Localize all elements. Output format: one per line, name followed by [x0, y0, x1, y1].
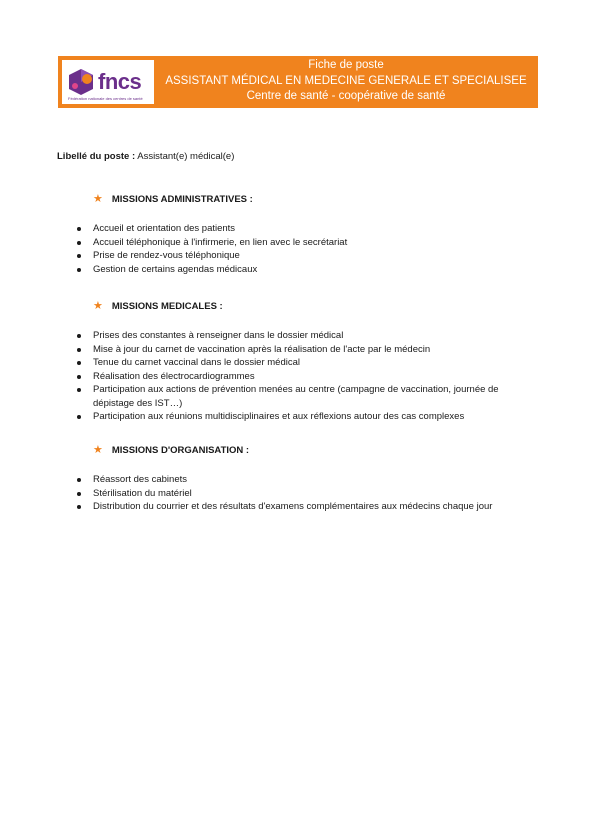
list-item: Réassort des cabinets — [57, 473, 537, 487]
section-title-text: MISSIONS D'ORGANISATION : — [111, 445, 250, 456]
list-item: Mise à jour du carnet de vaccination après la réalisation de l'acte par le médecin — [57, 343, 537, 357]
star-icon: ★ — [93, 444, 103, 456]
header-banner — [58, 56, 538, 108]
mission-list — [57, 473, 537, 514]
fncs-logo — [62, 60, 154, 104]
list-item: Accueil téléphonique à l'infirmerie, en lien avec le secrétariat — [57, 236, 537, 250]
list-item: Tenue du carnet vaccinal dans le dossier médical — [57, 356, 537, 370]
list-item: Prise de rendez-vous téléphonique — [57, 249, 537, 263]
section-title — [93, 301, 537, 312]
section-title-text: MISSIONS ADMINISTRATIVES : — [111, 194, 253, 205]
section-title — [93, 445, 537, 456]
star-icon: ★ — [93, 193, 103, 205]
list-item: Distribution du courrier et des résultats d'examens complémentaires aux médecins chaque jour — [57, 500, 537, 514]
logo-wordmark: fncs — [98, 69, 142, 94]
list-item: Participation aux réunions multidisciplinaires et aux réflexions autour des cas complexes — [57, 410, 537, 424]
list-item: Participation aux actions de prévention menées au centre (campagne de vaccination, journée de dépistage des IST…) — [57, 383, 537, 410]
banner-text — [158, 58, 534, 105]
section-administrative — [57, 194, 537, 276]
organization: Centre de santé - coopérative de santé — [246, 90, 446, 102]
logo-tagline: Fédération nationale des centres de santé — [68, 96, 143, 101]
post-label: Libellé du poste : — [57, 151, 136, 162]
job-title: ASSISTANT MÉDICAL EN MEDECINE GENERALE ET SPECIALISEE — [165, 74, 527, 87]
section-title-text: MISSIONS MEDICALES : — [111, 301, 223, 312]
doc-type: Fiche de poste — [308, 59, 384, 71]
mission-list — [57, 329, 537, 424]
list-item: Réalisation des électrocardiogrammes — [57, 370, 537, 384]
section-organisation — [57, 445, 537, 514]
list-item: Stérilisation du matériel — [57, 487, 537, 501]
logo-mark-icon — [66, 67, 96, 97]
list-item: Accueil et orientation des patients — [57, 222, 537, 236]
post-label-line — [57, 151, 234, 162]
section-medical — [57, 301, 537, 424]
list-item: Gestion de certains agendas médicaux — [57, 263, 537, 277]
post-value: Assistant(e) médical(e) — [135, 151, 235, 162]
star-icon: ★ — [93, 300, 103, 312]
section-title — [93, 194, 537, 205]
list-item: Prises des constantes à renseigner dans le dossier médical — [57, 329, 537, 343]
mission-list — [57, 222, 537, 276]
